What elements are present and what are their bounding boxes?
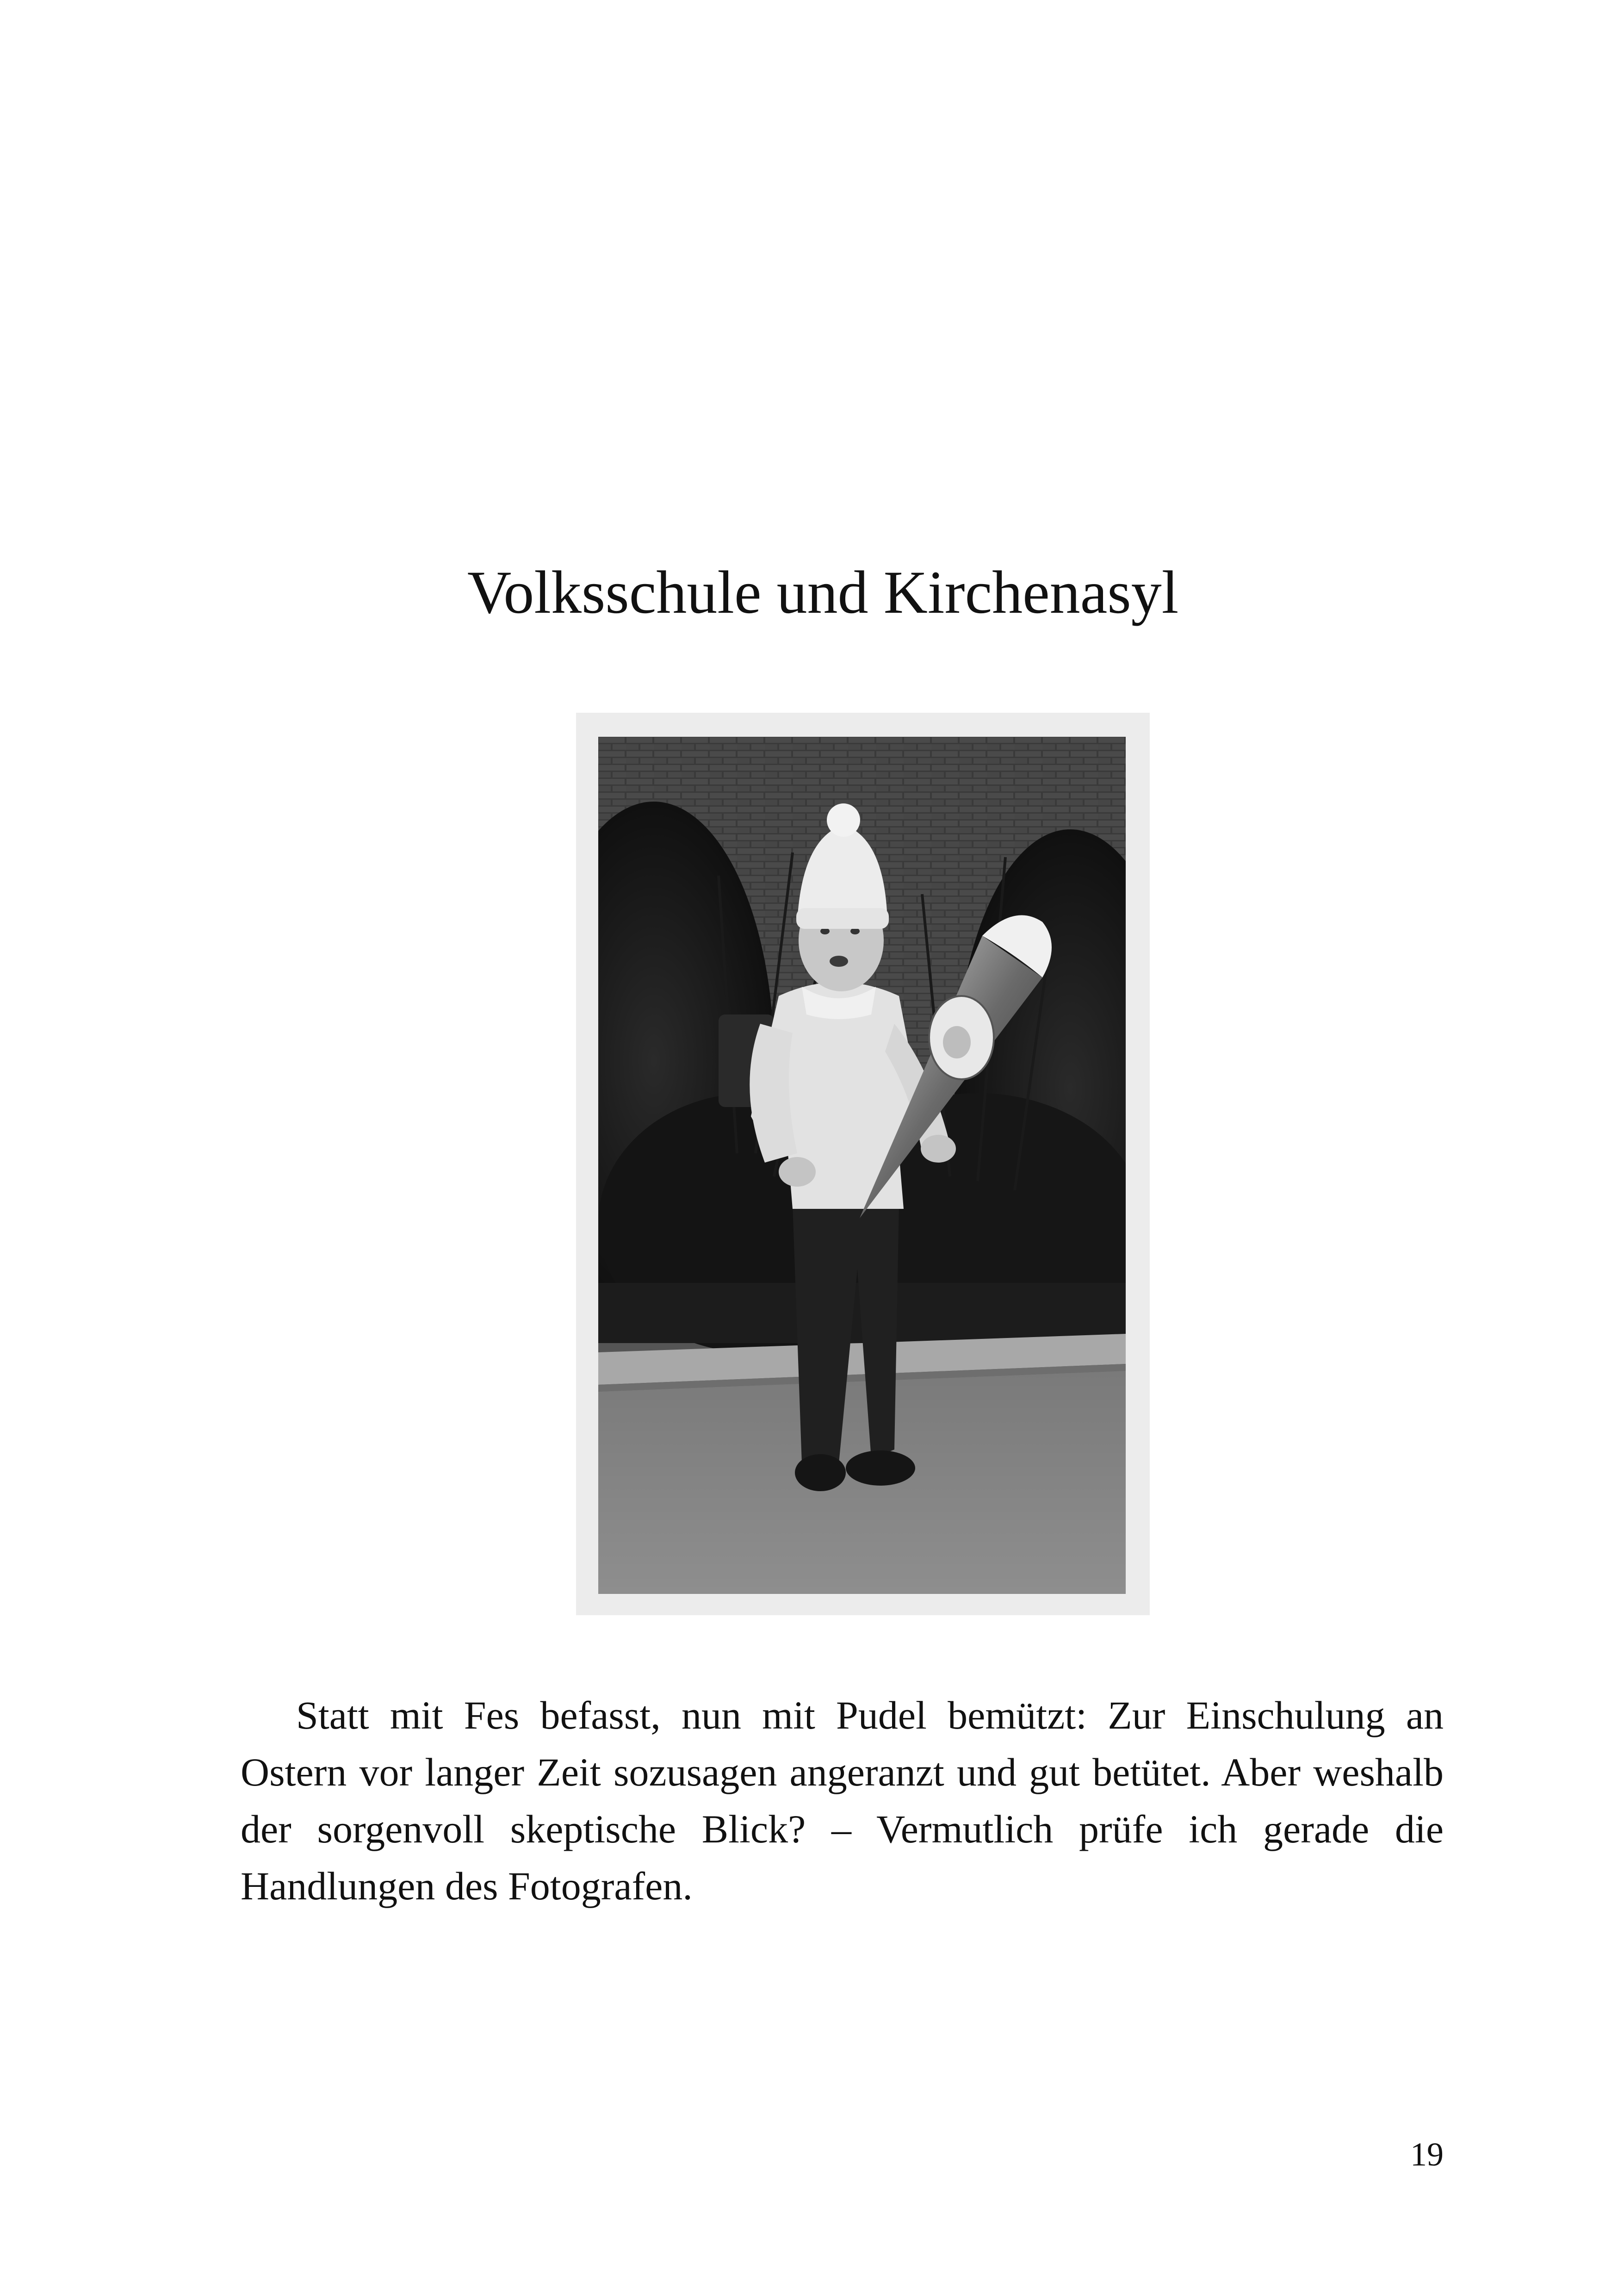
photo-caption-paragraph: Statt mit Fes befasst, nun mit Pudel bemützt: Zur Einschulung an Ostern vor langer Zeit sozusagen angeranzt und gut betütet. Aber weshalb der sorgenvoll skeptische Blick? – Vermutlich prüfe ich gerade die Handlungen des Fotografen. xyxy=(241,1693,1444,1908)
page-number: 19 xyxy=(1410,2136,1444,2173)
photo-illustration xyxy=(598,737,1126,1594)
photo-mount xyxy=(576,713,1150,1615)
chapter-title: Volksschule und Kirchenasyl xyxy=(467,558,1179,626)
school-enrollment-photo xyxy=(598,737,1126,1594)
